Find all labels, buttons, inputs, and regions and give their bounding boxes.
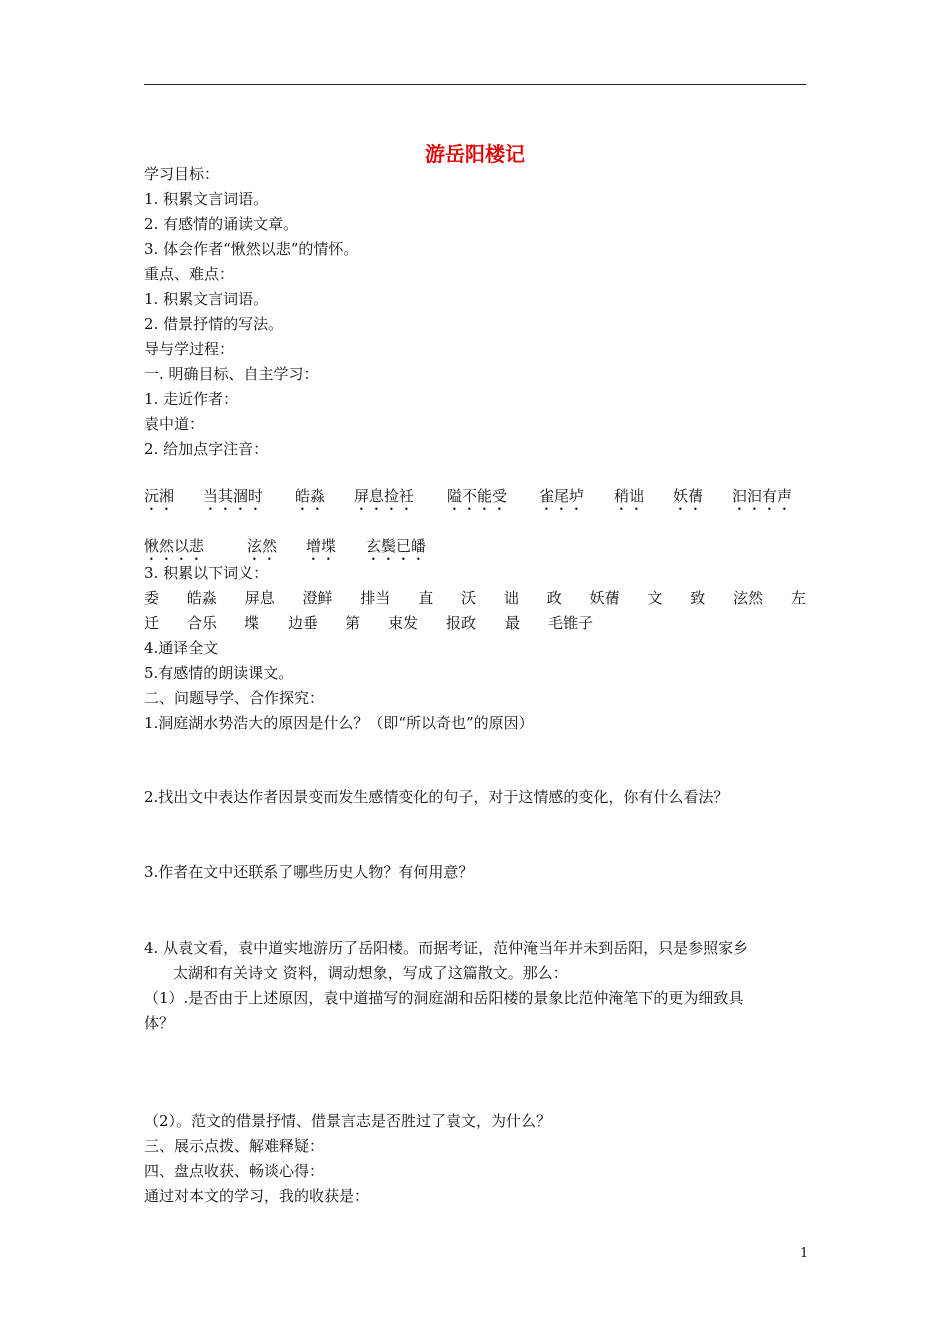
goal-item: 2. 有感情的诵读文章。 bbox=[144, 215, 299, 233]
key-points-heading: 重点、难点： bbox=[144, 265, 235, 283]
harvest-prompt: 通过对本文的学习，我的收获是： bbox=[144, 1187, 370, 1205]
question-2: 2.找出文中表达作者因景变而发生感情变化的句子，对于这情感的变化，你有什么看法？ bbox=[144, 788, 729, 806]
vocab-word: 排当 bbox=[360, 589, 391, 607]
vocab-word: 直 bbox=[418, 589, 434, 607]
question-4-sub-2: （2）。范文的借景抒情、借景言志是否胜过了袁文，为什么？ bbox=[144, 1112, 552, 1130]
vocab-word: 毛锥子 bbox=[548, 614, 594, 632]
vocab-word: 委 bbox=[144, 589, 160, 607]
vocab-word: 最 bbox=[505, 614, 521, 632]
vocab-word: 政 bbox=[546, 589, 562, 607]
phonetic-word: 泫然 bbox=[247, 537, 278, 555]
page-number: 1 bbox=[800, 1246, 809, 1261]
step-translate: 4.通译全文 bbox=[144, 639, 219, 657]
question-4-line-2: 太湖和有关诗文 资料，调动想象，写成了这篇散文。那么： bbox=[173, 964, 568, 982]
question-4-sub-1-line-2: 体？ bbox=[144, 1014, 175, 1032]
vocab-word: 束发 bbox=[388, 614, 419, 632]
author-name: 袁中道： bbox=[144, 415, 205, 433]
step-read-aloud: 5.有感情的朗读课文。 bbox=[144, 664, 294, 682]
phonetic-word: 雀尾垆 bbox=[539, 487, 585, 505]
vocab-word: 文 bbox=[647, 589, 663, 607]
phonetic-word: 稍诎 bbox=[614, 487, 645, 505]
question-4-line-1: 4. 从袁文看，袁中道实地游历了岳阳楼。而据考证，范仲淹当年并未到岳阳，只是参照家乡 bbox=[144, 939, 749, 957]
step-phonetic: 2. 给加点字注音： bbox=[144, 440, 269, 458]
vocab-word: 边垂 bbox=[288, 614, 319, 632]
vocab-word: 诎 bbox=[503, 589, 519, 607]
vocab-word: 澄鲜 bbox=[302, 589, 333, 607]
part-four-heading: 四、盘点收获、畅谈心得： bbox=[144, 1162, 325, 1180]
goal-item: 3. 体会作者“愀然以悲”的情怀。 bbox=[144, 240, 359, 258]
question-1: 1.洞庭湖水势浩大的原因是什么？（即“所以奇也”的原因） bbox=[144, 714, 534, 732]
vocab-word: 皓淼 bbox=[186, 589, 217, 607]
vocab-word: 泫然 bbox=[733, 589, 764, 607]
phonetic-word: 玄鬓已皤 bbox=[366, 537, 427, 555]
goal-item: 1. 积累文言词语。 bbox=[144, 190, 269, 208]
vocab-word: 左 bbox=[790, 589, 806, 607]
vocab-word: 沃 bbox=[461, 589, 477, 607]
phonetic-word: 愀然以悲 bbox=[144, 537, 205, 555]
vocab-word: 第 bbox=[345, 614, 361, 632]
key-point-item: 2. 借景抒情的写法。 bbox=[144, 315, 284, 333]
vocab-word: 合乐 bbox=[187, 614, 218, 632]
phonetic-word: 增堞 bbox=[306, 537, 337, 555]
key-point-item: 1. 积累文言词语。 bbox=[144, 290, 269, 308]
phonetic-word: 屏息捡衽 bbox=[354, 487, 415, 505]
vocab-word: 堞 bbox=[244, 614, 260, 632]
vocab-word: 妖蒨 bbox=[589, 589, 620, 607]
step-author: 1. 走近作者： bbox=[144, 390, 239, 408]
question-4-sub-1-line-1: （1）.是否由于上述原因，袁中道描写的洞庭湖和岳阳楼的景象比范仲淹笔下的更为细致具 bbox=[144, 989, 744, 1007]
header-rule bbox=[144, 84, 806, 85]
phonetic-word: 沅湘 bbox=[144, 487, 175, 505]
phonetic-word: 当其涸时 bbox=[203, 487, 264, 505]
part-three-heading: 三、展示点拨、解难释疑： bbox=[144, 1137, 325, 1155]
vocab-row bbox=[144, 588, 806, 608]
part-one-heading: 一. 明确目标、自主学习： bbox=[144, 365, 319, 383]
process-heading: 导与学过程： bbox=[144, 340, 235, 358]
phonetic-word: 隘不能受 bbox=[447, 487, 508, 505]
phonetic-word: 妖蒨 bbox=[673, 487, 704, 505]
vocab-word: 报政 bbox=[446, 614, 477, 632]
vocab-word: 迁 bbox=[144, 614, 160, 632]
question-3: 3.作者在文中还联系了哪些历史人物？有何用意？ bbox=[144, 863, 474, 881]
phonetic-word: 皓淼 bbox=[295, 487, 326, 505]
vocab-word: 屏息 bbox=[244, 589, 275, 607]
document-title: 游岳阳楼记 bbox=[425, 142, 525, 166]
vocab-word: 致 bbox=[690, 589, 706, 607]
goals-heading: 学习目标： bbox=[144, 165, 220, 183]
part-two-heading: 二、问题导学、合作探究： bbox=[144, 689, 325, 707]
phonetic-word: 汩汩有声 bbox=[732, 487, 793, 505]
vocab-heading: 3. 积累以下词义： bbox=[144, 564, 269, 582]
